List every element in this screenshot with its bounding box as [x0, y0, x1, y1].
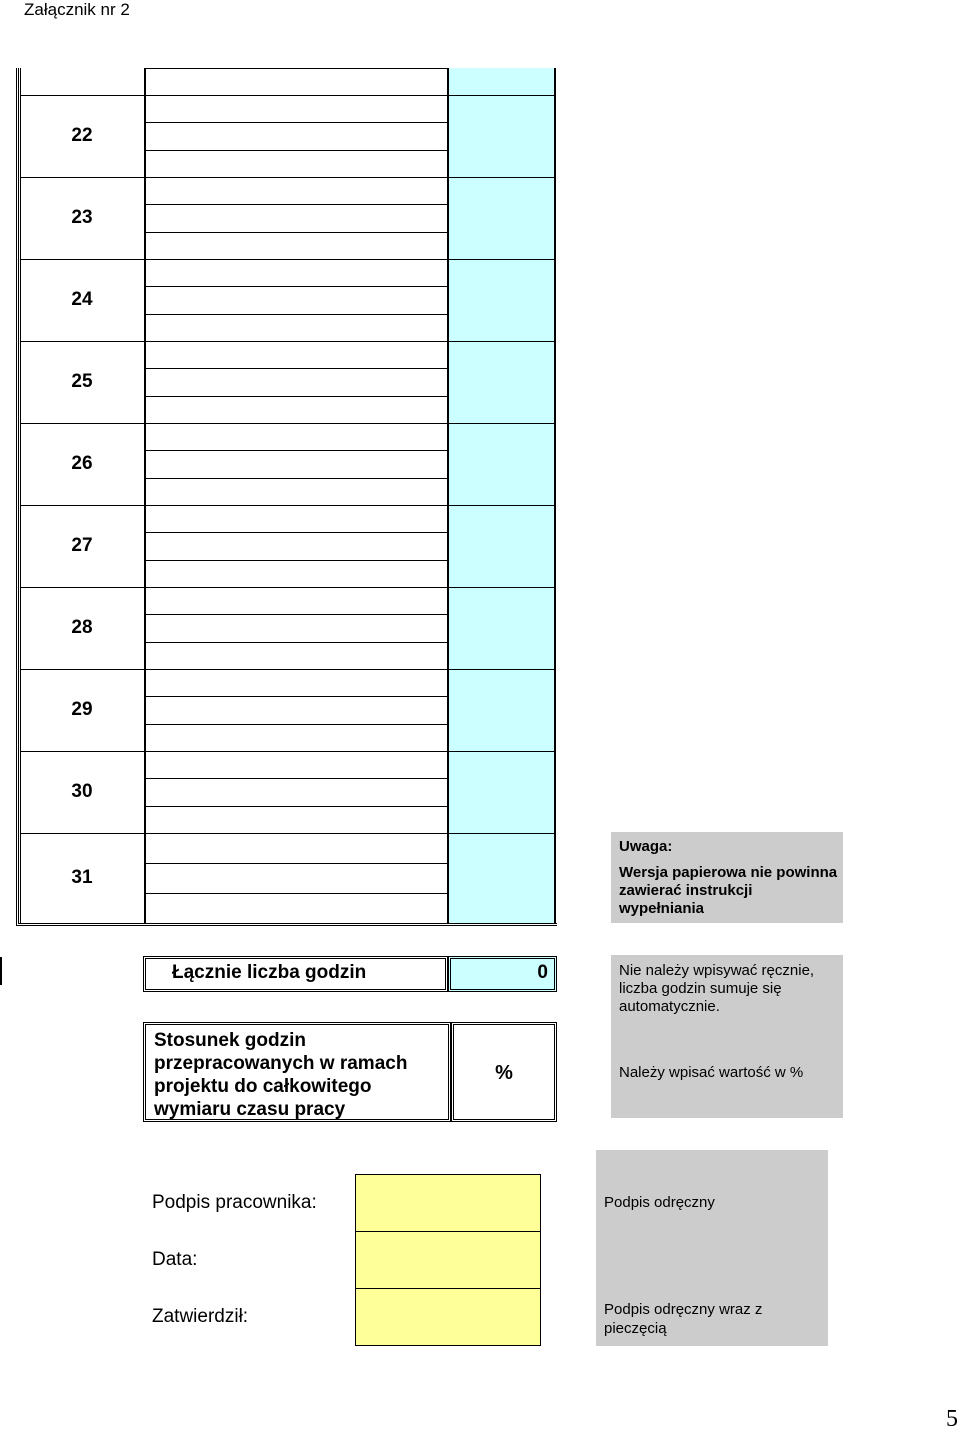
- table-subrow-line: [145, 642, 448, 643]
- uwaga-title: Uwaga:: [619, 838, 673, 855]
- date-field[interactable]: [355, 1231, 541, 1289]
- table-subrow-line: [145, 122, 448, 123]
- auto-sum-note: Nie należy wpisywać ręcznie, liczba godzin sumuje się automatycznie.: [619, 962, 815, 1015]
- stamp-note: Podpis odręczny wraz z pieczęcią: [604, 1301, 763, 1337]
- day-number: 26: [71, 453, 93, 474]
- table-subrow-line: [145, 314, 448, 315]
- table-subrow-line: [145, 893, 448, 894]
- hours-cell[interactable]: [449, 424, 554, 505]
- hours-cell[interactable]: [449, 96, 554, 177]
- hours-ratio-label: Stosunek godzin przepracowanych w ramach projektu do całkowitego wymiaru czasu pracy: [143, 1022, 451, 1122]
- approved-by-field[interactable]: [355, 1288, 541, 1346]
- employee-signature-field[interactable]: [355, 1174, 541, 1232]
- table-subrow-line: [145, 396, 448, 397]
- table-right-border: [554, 68, 556, 923]
- hours-cell[interactable]: [449, 178, 554, 259]
- hours-cell[interactable]: [449, 260, 554, 341]
- left-margin-mark: [0, 957, 2, 985]
- hours-cell[interactable]: [449, 68, 554, 95]
- table-day-column-border: [144, 68, 146, 923]
- hours-cell[interactable]: [449, 588, 554, 669]
- table-subrow-line: [145, 478, 448, 479]
- table-subrow-line: [145, 806, 448, 807]
- day-number: 23: [71, 207, 93, 228]
- page-number: 5: [946, 1406, 958, 1432]
- table-subrow-line: [145, 232, 448, 233]
- hours-ratio-input[interactable]: %: [451, 1022, 557, 1122]
- table-subrow-line: [145, 68, 448, 69]
- day-number: 30: [71, 781, 93, 802]
- table-subrow-line: [145, 696, 448, 697]
- total-hours-value: 0: [448, 956, 557, 992]
- table-subrow-line: [145, 286, 448, 287]
- table-subrow-line: [145, 863, 448, 864]
- table-subrow-line: [145, 150, 448, 151]
- day-number: 27: [71, 535, 93, 556]
- employee-signature-label: Podpis pracownika:: [152, 1192, 317, 1213]
- hours-cell[interactable]: [449, 506, 554, 587]
- table-subrow-line: [145, 560, 448, 561]
- day-number: 24: [71, 289, 93, 310]
- day-number: 25: [71, 371, 93, 392]
- table-subrow-line: [145, 450, 448, 451]
- table-subrow-line: [145, 204, 448, 205]
- hours-cell[interactable]: [449, 342, 554, 423]
- approved-by-label: Zatwierdził:: [152, 1306, 249, 1327]
- total-hours-label: Łącznie liczba godzin: [143, 956, 448, 992]
- attachment-title: Załącznik nr 2: [24, 0, 130, 19]
- date-label: Data:: [152, 1249, 198, 1270]
- table-subrow-line: [145, 368, 448, 369]
- day-number: 29: [71, 699, 93, 720]
- table-subrow-line: [145, 778, 448, 779]
- signature-note: Podpis odręczny: [604, 1194, 715, 1211]
- hours-cell[interactable]: [449, 670, 554, 751]
- day-number: 31: [71, 867, 93, 888]
- day-number: 22: [71, 125, 93, 146]
- hours-cell[interactable]: [449, 752, 554, 833]
- table-subrow-line: [145, 614, 448, 615]
- table-subrow-line: [145, 532, 448, 533]
- hours-cell[interactable]: [449, 834, 554, 923]
- percent-note: Należy wpisać wartość w %: [619, 1064, 804, 1081]
- day-number: 28: [71, 617, 93, 638]
- table-subrow-line: [145, 724, 448, 725]
- uwaga-text: Wersja papierowa nie powinna zawierać instrukcji wypełniania: [619, 864, 838, 917]
